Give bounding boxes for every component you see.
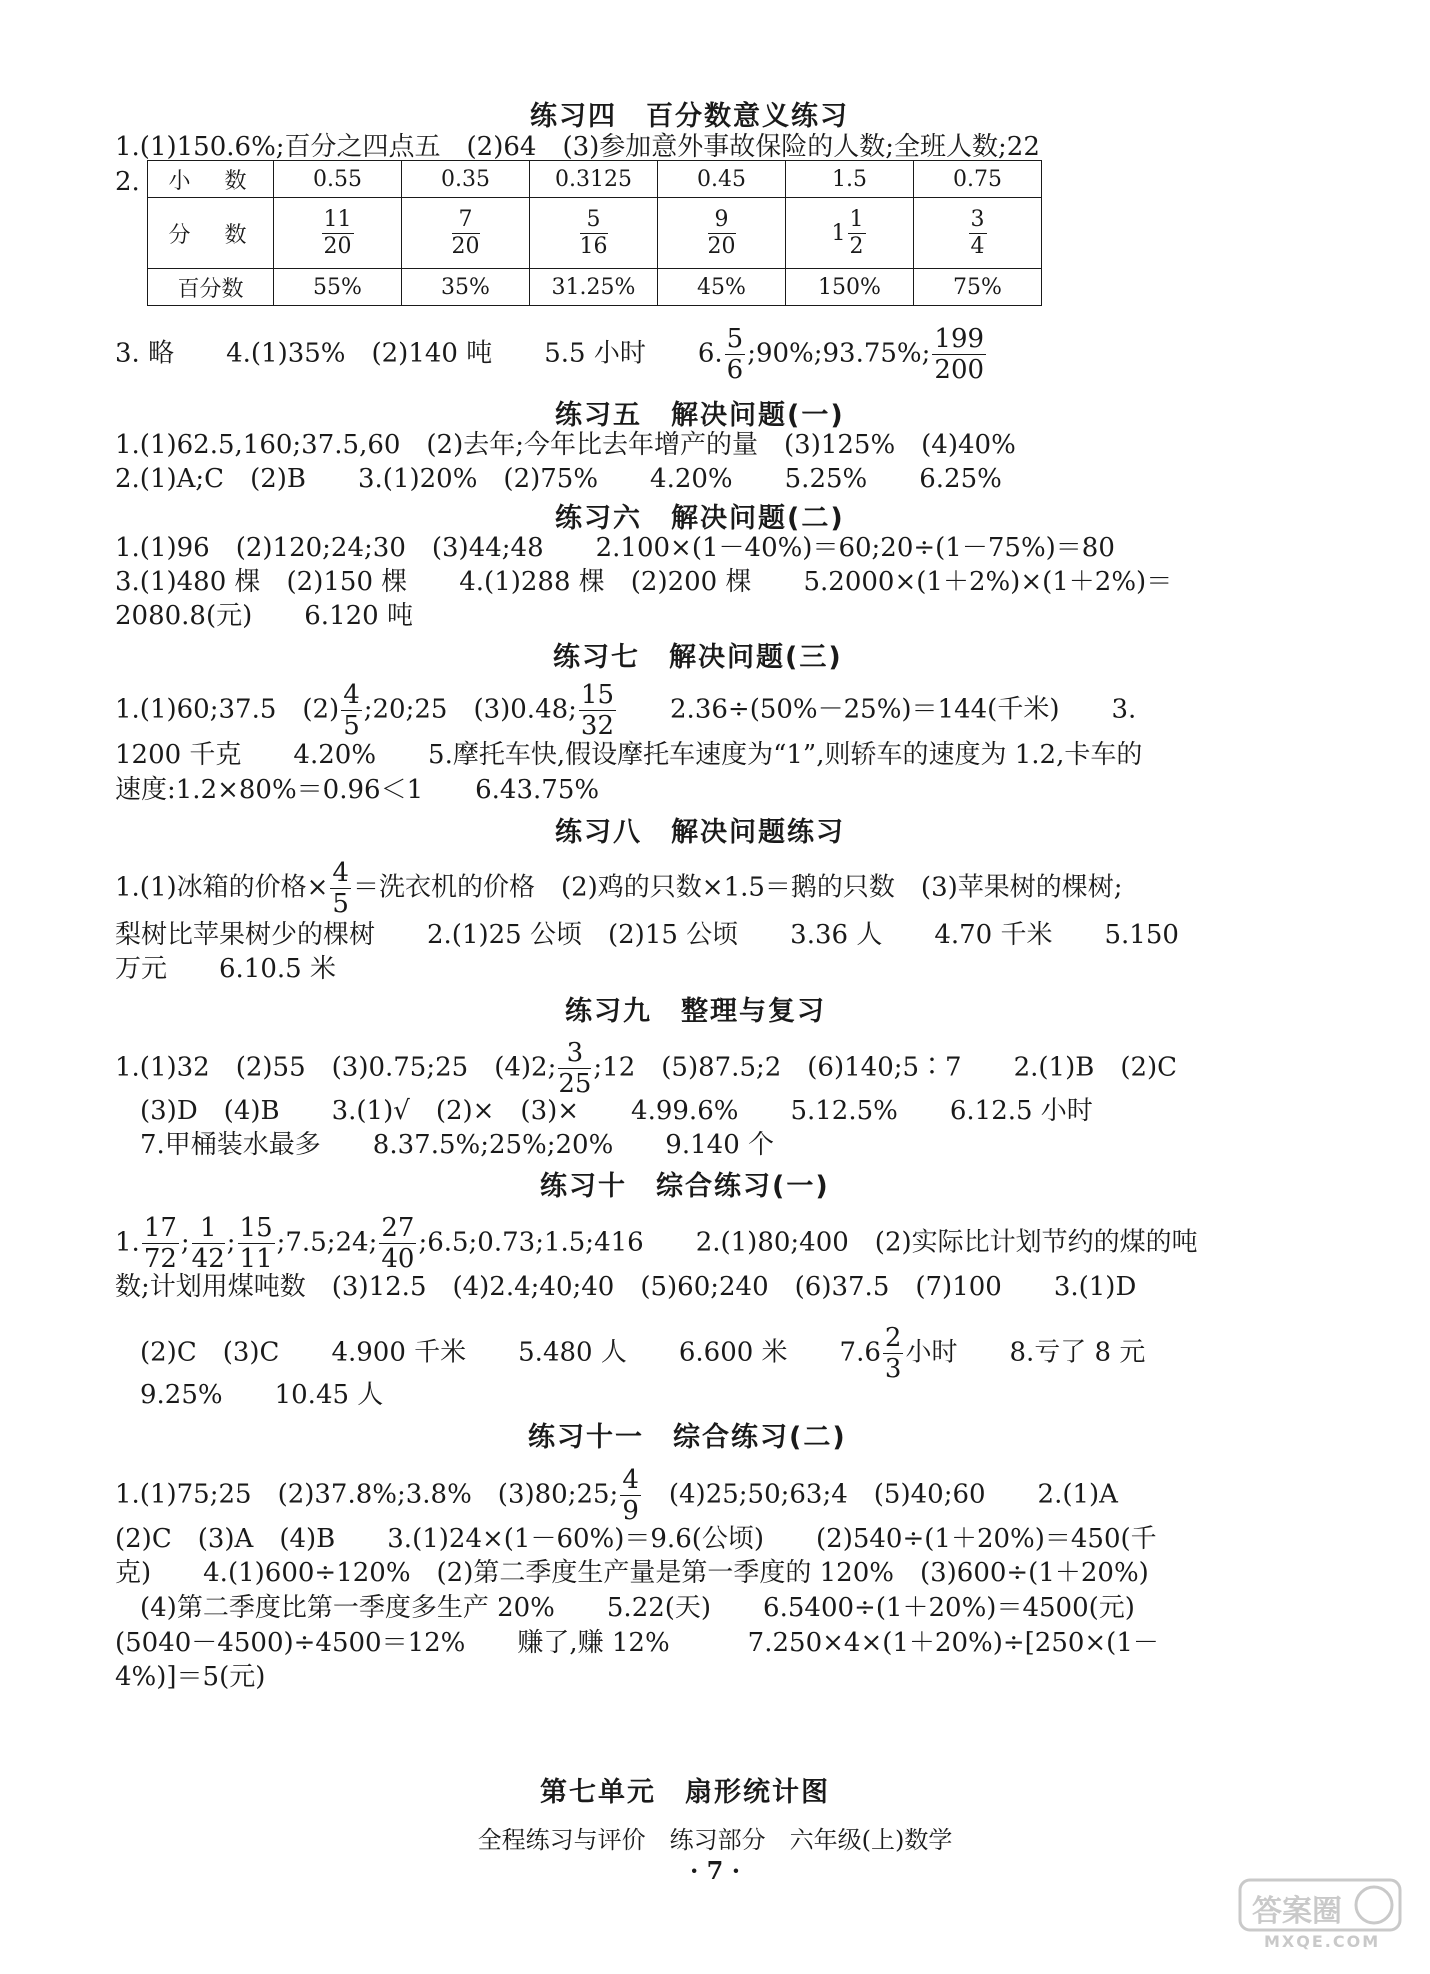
numerator: 4: [343, 680, 360, 710]
sec6-line-3: 2080.8(元) 6.120 吨: [115, 601, 413, 631]
numerator: 15: [239, 1213, 273, 1243]
section-title-6: 练习六 解决问题(二): [555, 503, 845, 534]
fraction: [238, 1215, 275, 1272]
denominator: 25: [558, 1069, 592, 1099]
denominator: 20: [707, 233, 736, 259]
sec11-line-2: (2)C (3)A (4)B 3.(1)24×(1－60%)＝9.6(公顷) (2)540÷(1＋20%)＝450(千: [115, 1524, 1157, 1554]
section-title-7: 练习七 解决问题(三): [553, 642, 843, 673]
denominator: 40: [381, 1244, 415, 1274]
table-cell: [786, 198, 914, 269]
denominator: 3: [884, 1354, 902, 1384]
fraction: [192, 1215, 225, 1272]
row-header-decimal: 小 数: [148, 161, 274, 198]
text-segment: (4)25;50;63;4 (5)40;60 2.(1)A: [642, 1479, 1118, 1510]
numerator: 7: [452, 209, 480, 234]
fraction: [142, 1215, 179, 1272]
text-segment: ;12 (5)87.5;2 (6)140;5∶7 2.(1)B (2)C: [593, 1052, 1178, 1083]
sec11-line-1: [115, 1467, 1118, 1524]
numerator: 27: [381, 1213, 415, 1243]
numerator: 17: [143, 1213, 177, 1243]
table-cell: [402, 198, 530, 269]
table-cell: 150%: [786, 269, 914, 306]
sec7-line-2: 1200 千克 4.20% 5.摩托车快,假设摩托车速度为“1”,则轿车的速度为 1.2,卡车的: [115, 740, 1143, 770]
section-title-4: 练习四 百分数意义练习: [530, 101, 849, 132]
watermark-text: 答案圈: [1252, 1894, 1342, 1929]
sec5-line-1: 1.(1)62.5,160;37.5,60 (2)去年;今年比去年增产的量 (3)125% (4)40%: [115, 430, 1016, 460]
denominator: 20: [323, 233, 352, 259]
page-number: · 7 ·: [689, 1856, 741, 1885]
section-title-9: 练习九 整理与复习: [565, 996, 826, 1027]
table-cell: 0.3125: [530, 161, 658, 198]
sec7-line-3: 速度:1.2×80%＝0.96＜1 6.43.75%: [115, 775, 600, 805]
sec11-line-6: 4%)]＝5(元): [115, 1662, 266, 1692]
numerator: 5: [580, 209, 608, 234]
text-segment: ;6.5;0.73;1.5;416 2.(1)80;400 (2)实际比计划节约的煤的吨: [418, 1227, 1198, 1258]
denominator: 16: [579, 233, 608, 259]
fraction: [707, 206, 736, 259]
text-segment: 1.(1)冰箱的价格×: [115, 872, 329, 903]
unit-title: 第七单元 扇形统计图: [540, 1777, 830, 1808]
text-segment: ;20;25 (3)0.48;: [363, 694, 577, 725]
numerator: 1: [849, 206, 864, 232]
numerator: 9: [708, 209, 736, 234]
table-cell: 75%: [914, 269, 1042, 306]
denominator: 11: [239, 1244, 273, 1274]
numerator: 1: [192, 1215, 225, 1244]
sec11-line-4: (4)第二季度比第一季度多生产 20% 5.22(天) 6.5400÷(1＋20%)＝4500(元): [140, 1593, 1135, 1623]
denominator: 72: [143, 1244, 177, 1274]
fraction: [620, 1467, 641, 1524]
row-header-percent: 百分数: [148, 269, 274, 306]
sec8-line-2: 梨树比苹果树少的棵树 2.(1)25 公顷 (2)15 公顷 3.36 人 4.70 千米 5.150: [115, 920, 1179, 950]
table-cell: 1.5: [786, 161, 914, 198]
sec8-line-1: [115, 860, 1123, 917]
text-segment: 2.36÷(50%－25%)＝144(千米) 3.: [618, 694, 1137, 725]
sec5-line-2: 2.(1)A;C (2)B 3.(1)20% (2)75% 4.20% 5.25% 6.25%: [115, 464, 1002, 494]
numerator: 4: [332, 858, 349, 888]
table-cell: 0.45: [658, 161, 786, 198]
sec9-line-2: (3)D (4)B 3.(1)√ (2)× (3)× 4.99.6% 5.12.5% 6.12.5 小时: [140, 1096, 1093, 1126]
section-title-8: 练习八 解决问题练习: [555, 817, 845, 848]
table-cell: 0.75: [914, 161, 1042, 198]
table-row-percent: [148, 269, 1042, 306]
denominator: 6: [726, 355, 744, 385]
text-segment: 1.(1)75;25 (2)37.8%;3.8% (3)80;25;: [115, 1479, 619, 1510]
denominator: 32: [580, 711, 615, 741]
table-row-decimal: [148, 161, 1042, 198]
sec10-line-1: 1. $\frac{17}{72}$ ; $\frac{1}{42}$ ; $\frac{15}{11}$ ;7.5;24; $\frac{27}{40}$ ;6.5;0.73;1.5;416 2.(1)80;400 (2)实际比计划节约的煤的吨: [115, 1213, 1198, 1274]
denominator: 9: [622, 1496, 639, 1526]
fraction: [579, 206, 608, 259]
watermark-logo: [1234, 1876, 1414, 1956]
sec9-line-1: [115, 1040, 1177, 1097]
table-cell: 35%: [402, 269, 530, 306]
watermark-domain: MXQE.COM: [1264, 1932, 1381, 1951]
fraction: [848, 206, 866, 259]
fraction: [330, 860, 351, 917]
fraction: [558, 1040, 591, 1097]
sec4-line-3: [115, 326, 988, 383]
numerator: 5: [726, 324, 744, 354]
section-title-5: 练习五 解决问题(一): [555, 400, 845, 431]
mixed-whole: 1: [831, 220, 846, 246]
table-cell: [530, 198, 658, 269]
fraction: [451, 206, 480, 259]
sec6-line-2: 3.(1)480 棵 (2)150 棵 4.(1)288 棵 (2)200 棵 5.2000×(1＋2%)×(1＋2%)＝: [115, 567, 1173, 597]
fraction: [725, 326, 746, 383]
text-segment: ;90%;93.75%;: [747, 338, 931, 369]
table-cell: 31.25%: [530, 269, 658, 306]
sec9-line-3: 7.甲桶装水最多 8.37.5%;25%;20% 9.140 个: [140, 1130, 775, 1160]
table-cell: 0.35: [402, 161, 530, 198]
text-segment: 1.(1)32 (2)55 (3)0.75;25 (4)2;: [115, 1052, 557, 1083]
table-cell: 0.55: [274, 161, 402, 198]
text-segment: 3. 略 4.(1)35% (2)140 吨 5.5 小时 6.: [115, 338, 723, 369]
fraction: [322, 206, 354, 259]
numerator: 3: [970, 206, 985, 232]
table-cell: 55%: [274, 269, 402, 306]
table-cell: [274, 198, 402, 269]
numerator: 15: [580, 680, 615, 710]
denominator: 200: [934, 355, 985, 385]
fraction: [379, 1215, 416, 1272]
denominator: 20: [451, 233, 480, 259]
sec4-q2-number: 2.: [115, 167, 140, 197]
fraction: [341, 682, 362, 739]
section-title-11: 练习十一 综合练习(二): [528, 1422, 847, 1453]
denominator: 42: [191, 1244, 225, 1274]
conversion-table: [147, 160, 1042, 306]
sec8-line-3: 万元 6.10.5 米: [115, 954, 336, 984]
sec11-line-3: 克) 4.(1)600÷120% (2)第二季度生产量是第一季度的 120% (3)600÷(1＋20%): [115, 1558, 1149, 1588]
denominator: 4: [970, 233, 985, 259]
denominator: 2: [849, 233, 864, 259]
fraction: [932, 326, 986, 383]
fraction: [883, 1325, 904, 1382]
fraction: [579, 682, 616, 739]
table-cell: [914, 198, 1042, 269]
text-segment: ＝洗衣机的价格 (2)鸡的只数×1.5＝鹅的只数 (3)苹果树的棵树;: [352, 872, 1123, 903]
numerator: 3: [558, 1040, 591, 1069]
numerator: 11: [323, 206, 352, 232]
text-segment: ;7.5;24;: [276, 1227, 378, 1258]
sec11-line-5: (5040－4500)÷4500＝12% 赚了,赚 12% 7.250×4×(1＋20%)÷[250×(1－: [115, 1628, 1159, 1658]
table-cell: [658, 198, 786, 269]
text-segment: 1.: [115, 1227, 140, 1258]
text-segment: 小时 8.亏了 8 元: [905, 1337, 1146, 1368]
footer-book-title: 全程练习与评价 练习部分 六年级(上)数学: [477, 1826, 953, 1854]
row-header-fraction: 分 数: [148, 198, 274, 269]
numerator: 4: [622, 1465, 639, 1495]
table-row-fraction: [148, 198, 1042, 269]
sec10-line-3: [140, 1325, 1145, 1382]
numerator: 2: [884, 1323, 902, 1353]
denominator: 5: [332, 889, 349, 919]
text-segment: (2)C (3)C 4.900 千米 5.480 人 6.600 米 7.6: [140, 1337, 881, 1368]
fraction: [969, 206, 987, 259]
denominator: 5: [343, 711, 360, 741]
sec7-line-1: [115, 682, 1136, 739]
sec10-line-4: 9.25% 10.45 人: [140, 1380, 384, 1410]
sec6-line-1: 1.(1)96 (2)120;24;30 (3)44;48 2.100×(1－40%)＝60;20÷(1－75%)＝80: [115, 533, 1115, 563]
sec4-line-1: 1.(1)150.6%;百分之四点五 (2)64 (3)参加意外事故保险的人数;全班人数;22: [115, 132, 1040, 162]
sec10-line-2: 数;计划用煤吨数 (3)12.5 (4)2.4;40;40 (5)60;240 (6)37.5 (7)100 3.(1)D: [115, 1272, 1137, 1302]
section-title-10: 练习十 综合练习(一): [540, 1171, 830, 1202]
text-segment: 1.(1)60;37.5 (2): [115, 694, 340, 725]
table-cell: 45%: [658, 269, 786, 306]
numerator: 199: [934, 324, 985, 354]
